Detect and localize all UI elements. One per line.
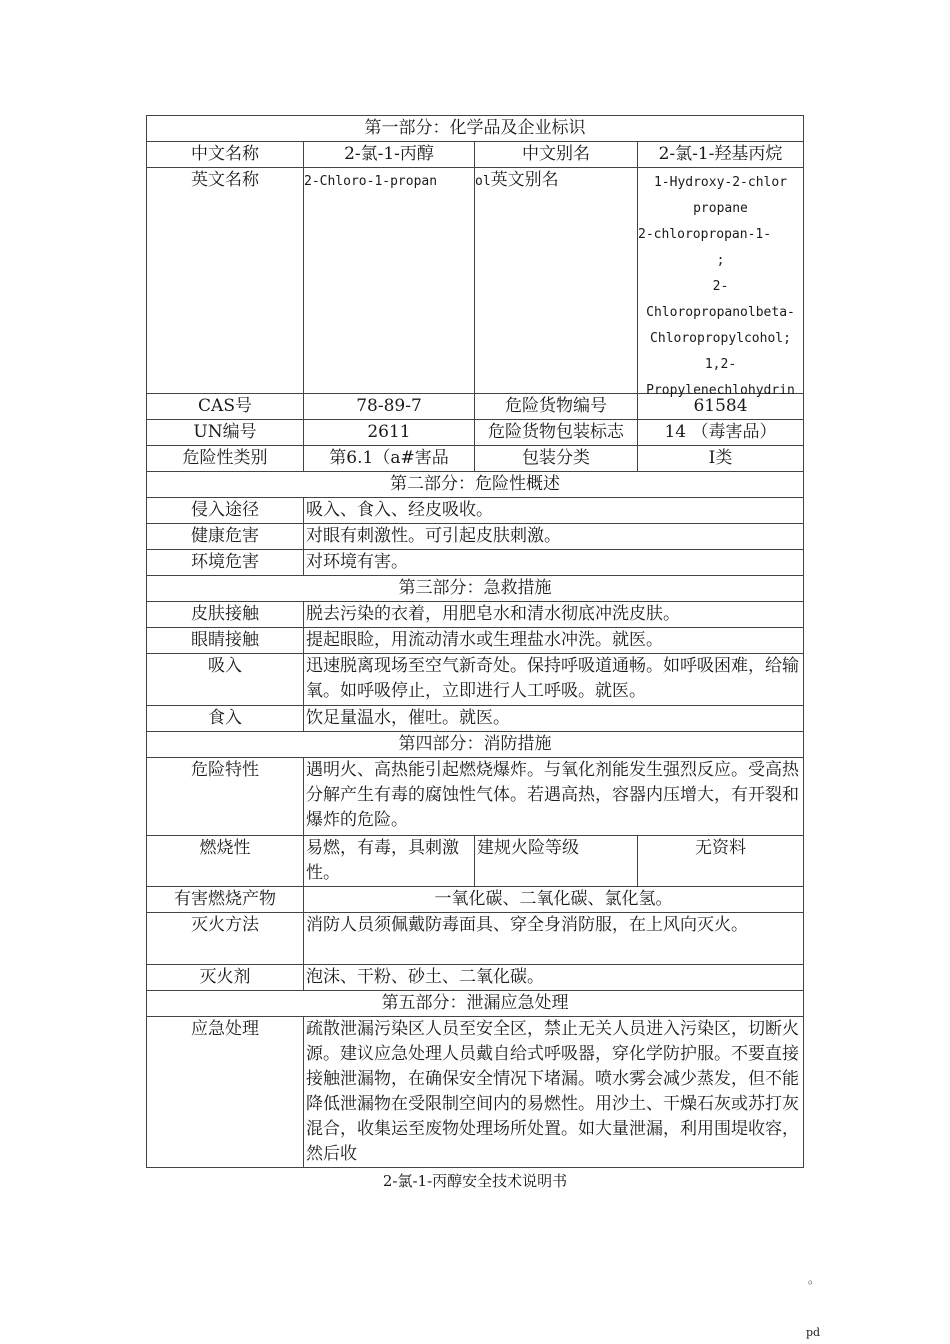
cn-name-value: 2-氯-1-丙醇	[304, 142, 475, 168]
document-caption: 2-氯-1-丙醇安全技术说明书	[382, 1172, 568, 1190]
eye-label: 眼睛接触	[147, 628, 304, 654]
health-label: 健康危害	[147, 524, 304, 550]
cn-alias-label: 中文别名	[475, 142, 638, 168]
cas-value: 78-89-7	[304, 394, 475, 420]
table-row	[147, 394, 804, 420]
table-row	[147, 1017, 804, 1168]
en-alias-line: Propylenechlohydrin	[646, 383, 795, 398]
section-row	[147, 991, 804, 1017]
en-name-cell	[304, 168, 475, 394]
emergency-cell	[304, 1017, 804, 1168]
method-value: 消防人员须佩戴防毒面具、穿全身消防服，在上风向灭火。	[304, 913, 804, 965]
flammability-label: 燃烧性	[147, 836, 304, 887]
en-alias-line: Chloropropanolbeta-	[646, 305, 795, 320]
cn-alias-value: 2-氯-1-羟基丙烷	[638, 142, 804, 168]
fire-class-value: 无资料	[638, 836, 804, 887]
cn-name-label: 中文名称	[147, 142, 304, 168]
emergency-value: 疏散泄漏污染区人员至安全区，禁止无关人员进入污染区，切断火源。建议应急处理人员戴自给式呼吸器，穿化学防护服。不要直接接触泄漏物，在确保安全情况下堵漏。喷水雾会减少蒸发，但不能降低泄漏物在受限制空间内的易燃性。用沙土、干燥石灰或苏打灰混合，收集运至废物处理场所处置。如大量泄漏，利用围堤收容，然后收	[306, 1019, 799, 1164]
pkg-group-label: 包装分类	[475, 446, 638, 472]
en-alias-line: 2-chloropropan-1-	[638, 227, 772, 242]
en-name-label: 英文名称	[147, 168, 304, 394]
table-row	[147, 524, 804, 550]
en-alias-cell	[638, 168, 804, 398]
method-label: 灭火方法	[147, 913, 304, 965]
skin-value: 脱去污染的衣着，用肥皂水和清水彻底冲洗皮肤。	[304, 602, 804, 628]
section-title-4: 第四部分：消防措施	[147, 732, 804, 758]
un-label: UN编号	[147, 420, 304, 446]
table-row	[147, 836, 804, 887]
page-mark: pd	[806, 1326, 821, 1339]
table-row	[147, 628, 804, 654]
combustion-label: 有害燃烧产物	[147, 887, 304, 913]
en-alias-line: ;	[716, 253, 725, 268]
hazard-char-label: 危险特性	[147, 758, 304, 836]
footer-dot: 。	[808, 1272, 821, 1286]
table-row	[147, 142, 804, 168]
table-row	[147, 654, 804, 706]
dg-no-label: 危险货物编号	[475, 394, 638, 420]
en-name-value: 2-Chloro-1-propan	[304, 174, 438, 189]
hazard-class-value: 第6.1（a#害品	[304, 446, 475, 472]
table-row	[147, 446, 804, 472]
en-name-tail: ol	[475, 174, 491, 189]
section-title-2: 第二部分：危险性概述	[147, 472, 804, 498]
en-alias-line: 1-Hydroxy-2-chlor	[653, 175, 788, 190]
table-row	[147, 550, 804, 576]
pkg-group-value: I类	[638, 446, 804, 472]
en-alias-list	[638, 168, 803, 398]
en-alias-line: propane	[693, 201, 748, 216]
health-value: 对眼有刺激性。可引起皮肤刺激。	[304, 524, 804, 550]
table-row	[147, 168, 804, 394]
en-alias-label: 英文别名	[490, 170, 559, 190]
en-alias-line: 1,2-	[704, 357, 737, 372]
en-alias-line: Chloropropylcohol;	[650, 331, 791, 346]
section-title-1: 第一部分：化学品及企业标识	[147, 116, 804, 142]
un-value: 2611	[304, 420, 475, 446]
table-row	[147, 420, 804, 446]
pkg-mark-value: 14 （毒害品）	[638, 420, 804, 446]
table-row	[147, 602, 804, 628]
section-row	[147, 116, 804, 142]
env-value: 对环境有害。	[304, 550, 804, 576]
fire-class-label: 建规火险等级	[475, 836, 638, 887]
route-label: 侵入途径	[147, 498, 304, 524]
eye-value: 提起眼睑，用流动清水或生理盐水冲洗。就医。	[304, 628, 804, 654]
agent-label: 灭火剂	[147, 965, 304, 991]
table-row	[147, 706, 804, 732]
table-row	[147, 758, 804, 836]
table-row	[147, 965, 804, 991]
section-title-3: 第三部分：急救措施	[147, 576, 804, 602]
hazard-char-value: 遇明火、高热能引起燃烧爆炸。与氧化剂能发生强烈反应。受高热分解产生有毒的腐蚀性气体。若遇高热，容器内压增大，有开裂和爆炸的危险。	[304, 758, 804, 836]
agent-value: 泡沫、干粉、砂土、二氧化碳。	[304, 965, 804, 991]
en-alias-line: 2-	[712, 279, 729, 294]
section-title-5: 第五部分：泄漏应急处理	[147, 991, 804, 1017]
dg-no-value: 61584	[638, 394, 804, 420]
section-row	[147, 732, 804, 758]
msds-table	[146, 115, 804, 1168]
section-row	[147, 576, 804, 602]
inhale-value: 迅速脱离现场至空气新奇处。保持呼吸道通畅。如呼吸困难，给输氧。如呼吸停止，立即进行人工呼吸。就医。	[304, 654, 804, 706]
env-label: 环境危害	[147, 550, 304, 576]
table-row	[147, 887, 804, 913]
cas-label: CAS号	[147, 394, 304, 420]
hazard-class-label: 危险性类别	[147, 446, 304, 472]
pkg-mark-label: 危险货物包装标志	[475, 420, 638, 446]
en-alias-label-cell	[475, 168, 638, 394]
section-row	[147, 472, 804, 498]
ingest-label: 食入	[147, 706, 304, 732]
emergency-label: 应急处理	[147, 1017, 304, 1168]
ingest-value: 饮足量温水，催吐。就医。	[304, 706, 804, 732]
inhale-label: 吸入	[147, 654, 304, 706]
flammability-value: 易燃，有毒，具刺激性。	[304, 836, 475, 887]
table-row	[147, 913, 804, 965]
combustion-value: 一氧化碳、二氧化碳、氯化氢。	[304, 887, 804, 913]
route-value: 吸入、食入、经皮吸收。	[304, 498, 804, 524]
msds-sheet	[146, 115, 803, 1168]
skin-label: 皮肤接触	[147, 602, 304, 628]
table-row	[147, 498, 804, 524]
